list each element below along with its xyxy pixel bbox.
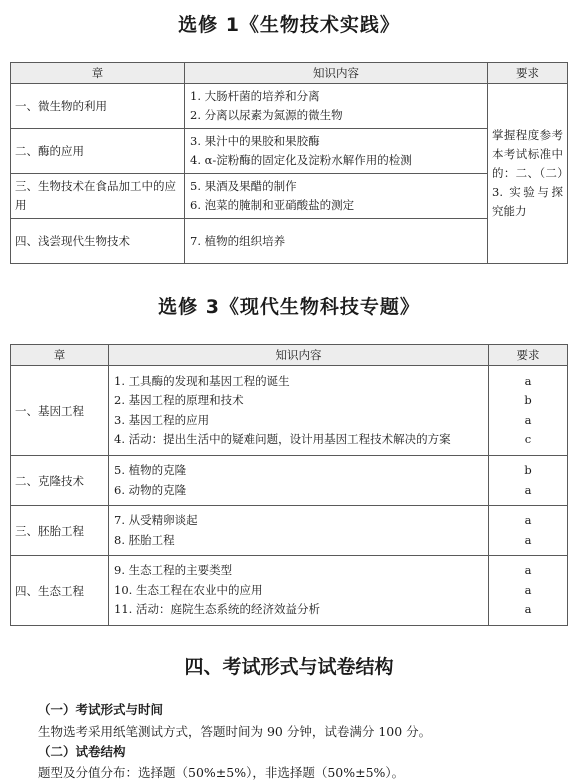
requirement-level: a [524, 602, 532, 617]
table2-row [11, 366, 568, 456]
requirement-level: a [524, 482, 532, 497]
table1-chapter: 四、浅尝现代生物技术 [11, 219, 185, 264]
table2-reqs [489, 366, 568, 456]
knowledge-item: 5. 植物的克隆 [114, 463, 187, 477]
requirement-level: a [524, 563, 532, 578]
table1-row [11, 219, 568, 264]
knowledge-item: 4. α-淀粉酶的固定化及淀粉水解作用的检测 [190, 153, 412, 167]
table1-header-chapter: 章 [11, 63, 185, 84]
table2-reqs [489, 506, 568, 556]
table1-requirement: 掌握程度参考本考试标准中的：二、（二）3. 实验与探究能力 [488, 84, 568, 264]
table1-items [185, 84, 488, 129]
table2-title: 选修 3《现代生物科技专题》 [158, 296, 420, 318]
knowledge-item: 6. 泡菜的腌制和亚硝酸盐的测定 [190, 198, 355, 212]
table1-header-requirement: 要求 [488, 63, 568, 84]
table2 [10, 344, 568, 626]
table2-chapter: 二、克隆技术 [11, 456, 109, 506]
table1-items [185, 129, 488, 174]
requirement-level: a [524, 412, 532, 427]
subsection-heading: （二）试卷结构 [38, 744, 126, 759]
knowledge-item: 3. 果汁中的果胶和果胶酶 [190, 134, 320, 148]
table1-chapter: 二、酶的应用 [11, 129, 185, 174]
table1-items [185, 174, 488, 219]
knowledge-item: 1. 工具酶的发现和基因工程的诞生 [114, 373, 290, 388]
knowledge-item: 2. 基因工程的原理和技术 [114, 393, 244, 407]
knowledge-item: 9. 生态工程的主要类型 [114, 563, 233, 578]
table2-chapter: 四、生态工程 [11, 556, 109, 626]
table1-chapter: 一、微生物的利用 [11, 84, 185, 129]
knowledge-item: 1. 大肠杆菌的培养和分离 [190, 89, 320, 103]
requirement-level: a [524, 513, 532, 527]
requirement-level: a [524, 373, 532, 388]
table2-header-chapter: 章 [11, 345, 109, 366]
table2-row [11, 456, 568, 506]
table2-items [109, 366, 489, 456]
table1-items [185, 219, 488, 264]
table2-items [109, 556, 489, 626]
knowledge-item: 7. 植物的组织培养 [190, 233, 286, 248]
table2-header-content: 知识内容 [109, 345, 489, 366]
knowledge-item: 3. 基因工程的应用 [114, 412, 210, 427]
knowledge-item: 8. 胚胎工程 [114, 532, 175, 547]
table1-header-row [11, 63, 568, 84]
knowledge-item: 4. 活动：提出生活中的疑难问题，设计用基因工程技术解决的方案 [114, 432, 451, 446]
table2-chapter: 一、基因工程 [11, 366, 109, 456]
table1-chapter: 三、生物技术在食品加工中的应用 [11, 174, 185, 219]
table2-header-requirement: 要求 [489, 345, 568, 366]
knowledge-item: 7. 从受精卵谈起 [114, 513, 198, 527]
table1-row [11, 174, 568, 219]
table2-chapter: 三、胚胎工程 [11, 506, 109, 556]
table2-items [109, 456, 489, 506]
requirement-level: a [524, 582, 532, 597]
requirement-level: a [524, 532, 532, 547]
table2-reqs [489, 556, 568, 626]
table1-row [11, 129, 568, 174]
table1-header-content: 知识内容 [185, 63, 488, 84]
table2-header-row [11, 345, 568, 366]
requirement-level: b [524, 393, 532, 407]
paragraph: 生物选考采用纸笔测试方式，答题时间为 90 分钟，试卷满分 100 分。 [38, 724, 432, 739]
table1-title: 选修 1《生物技术实践》 [178, 14, 400, 36]
requirement-level: b [524, 463, 532, 477]
table2-row [11, 556, 568, 626]
table2-items [109, 506, 489, 556]
table2-row [11, 506, 568, 556]
subsection-heading: （一）考试形式与时间 [38, 702, 164, 717]
knowledge-item: 11. 活动：庭院生态系统的经济效益分析 [114, 602, 320, 617]
knowledge-item: 10. 生态工程在农业中的应用 [114, 582, 263, 597]
knowledge-item: 6. 动物的克隆 [114, 482, 187, 497]
knowledge-item: 2. 分离以尿素为氮源的微生物 [190, 108, 343, 122]
table1 [10, 62, 568, 264]
table1-row [11, 84, 568, 129]
paragraph: 题型及分值分布：选择题（50%±5%），非选择题（50%±5%）。 [38, 765, 405, 780]
table2-reqs [489, 456, 568, 506]
requirement-level: c [524, 432, 532, 446]
section-title: 四、考试形式与试卷结构 [184, 656, 394, 678]
knowledge-item: 5. 果酒及果醋的制作 [190, 179, 297, 193]
